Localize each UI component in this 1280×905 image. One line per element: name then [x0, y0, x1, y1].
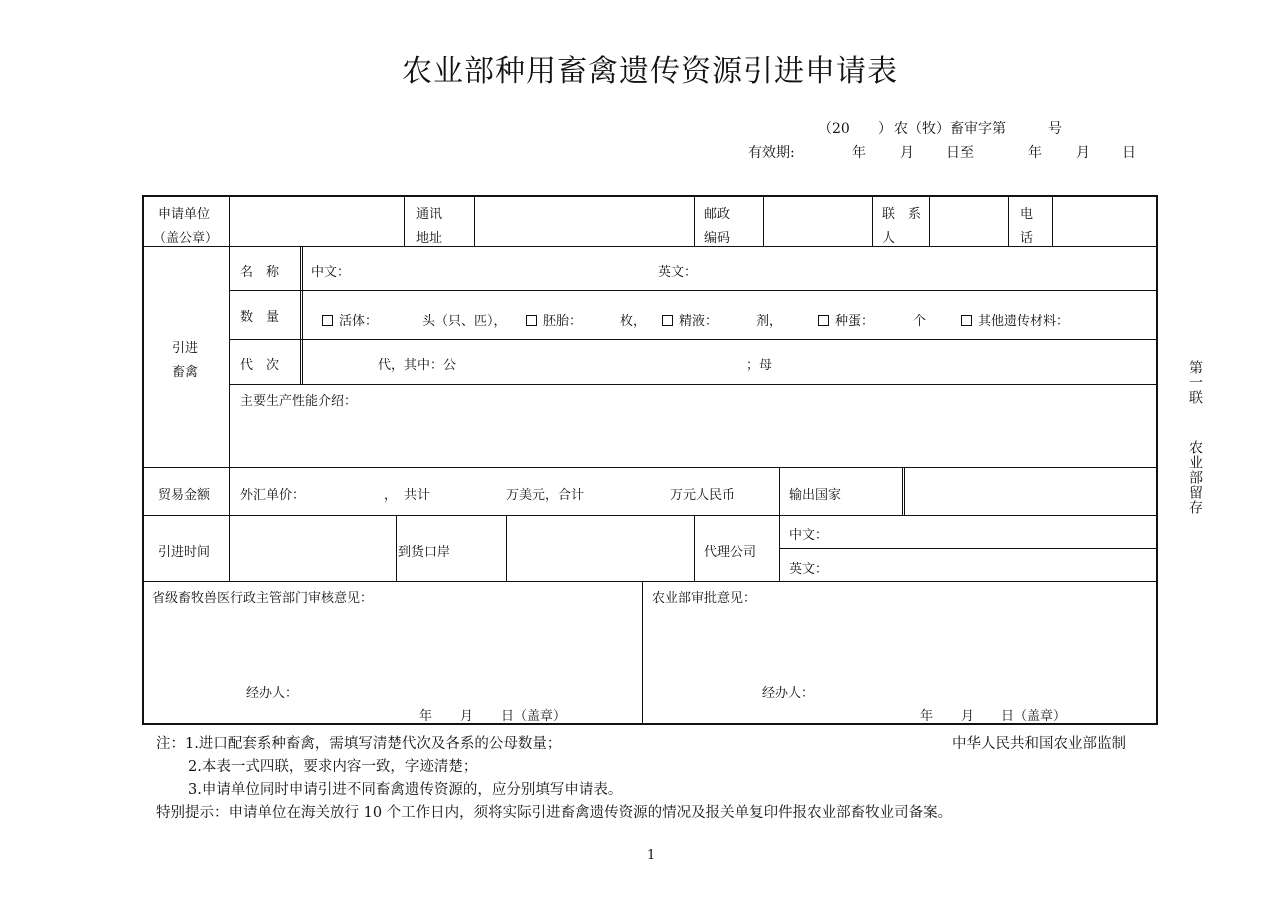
ministry-handler-label: 经办人： [762, 686, 815, 701]
row-divider [143, 515, 1158, 516]
export-country-label: 输出国家 [789, 488, 842, 503]
contact-label-2: 人 [882, 231, 896, 246]
applicant-field[interactable] [231, 198, 403, 245]
phone-label-2: 话 [1020, 231, 1034, 246]
note-1: 注：1.进口配套系种畜禽，需填写清楚代次及各系的公母数量； [156, 736, 562, 752]
col-divider [229, 196, 230, 582]
quantity-label: 数 量 [240, 310, 280, 325]
qty-embryo-unit: 枚， [620, 314, 647, 329]
provincial-opinion-field[interactable] [150, 606, 635, 676]
approval-open: （20 [818, 121, 850, 137]
qty-other-checkbox[interactable] [961, 310, 1069, 329]
col-divider [1052, 196, 1053, 247]
col-divider [396, 516, 397, 582]
agent-en-field[interactable] [830, 551, 1154, 579]
qty-other-label: 其他遗传材料： [978, 314, 1070, 329]
validity-day2: 日 [1122, 145, 1136, 161]
total-label: 共计 [404, 488, 431, 503]
ministry-opinion-label: 农业部审批意见： [652, 591, 757, 606]
qty-live-label: 活体： [339, 314, 379, 329]
provincial-opinion-label: 省级畜牧兽医行政主管部门审核意见： [152, 591, 374, 606]
trade-comma: ， [384, 488, 398, 503]
generation-male-label: 代，其中：公 [378, 358, 457, 373]
name-cn-label: 中文： [311, 265, 351, 280]
postal-label-2: 编码 [704, 231, 731, 246]
approval-text: 农（牧）畜审字第 [894, 121, 1006, 137]
provincial-date-year: 年 [419, 709, 433, 724]
qty-egg-unit: 个 [913, 314, 927, 329]
col-divider [474, 196, 475, 247]
usd-label: 万美元，合计 [506, 488, 585, 503]
col-divider [642, 582, 643, 724]
col-divider [302, 247, 303, 385]
contact-label-1: 联 系 [882, 207, 922, 222]
validity-day-to: 日至 [946, 145, 974, 161]
copy-number-label: 第一联 [1187, 360, 1203, 405]
import-time-label: 引进时间 [158, 545, 211, 560]
special-note: 特别提示：申请单位在海关放行 10 个工作日内，须将实际引进畜禽遗传资源的情况及报关单复印件报农业部畜牧业司备案。 [156, 805, 953, 821]
export-country-field[interactable] [908, 470, 1154, 513]
name-en-label: 英文： [658, 265, 698, 280]
qty-egg-checkbox[interactable] [818, 310, 874, 329]
performance-field[interactable] [234, 410, 1154, 464]
validity-month: 月 [900, 145, 914, 161]
col-divider [1008, 196, 1009, 247]
agent-en-label: 英文： [789, 562, 829, 577]
qty-live-checkbox[interactable] [322, 310, 378, 329]
col-divider [694, 196, 695, 247]
row-divider [230, 384, 1158, 385]
ministry-opinion-field[interactable] [650, 606, 1150, 676]
agent-company-label: 代理公司 [704, 545, 757, 560]
agent-cn-field[interactable] [830, 518, 1154, 546]
col-divider [779, 468, 780, 582]
col-divider [902, 468, 903, 516]
agent-cn-label: 中文： [789, 528, 829, 543]
provincial-handler-label: 经办人： [246, 686, 299, 701]
note-2: 2.本表一式四联，要求内容一致，字迹清楚； [188, 759, 478, 775]
approval-close: ） [878, 121, 892, 137]
phone-field[interactable] [1054, 198, 1156, 245]
qty-embryo-checkbox[interactable] [526, 310, 582, 329]
row-divider [143, 467, 1158, 468]
address-field[interactable] [476, 198, 693, 245]
name-cn-field[interactable] [350, 253, 650, 285]
ministry-date-month: 月 [961, 709, 975, 724]
validity-year2: 年 [1028, 145, 1042, 161]
page-number: 1 [647, 848, 656, 863]
name-label: 名 称 [240, 265, 280, 280]
phone-label-1: 电 [1020, 207, 1034, 222]
import-time-field[interactable] [232, 518, 394, 579]
unit-price-label: 外汇单价： [240, 488, 306, 503]
form-title: 农业部种用畜禽遗传资源引进申请表 [402, 54, 898, 89]
validity-month2: 月 [1076, 145, 1090, 161]
row-divider [143, 581, 1158, 582]
validity-label: 有效期: [748, 145, 795, 161]
col-divider [904, 468, 905, 516]
supervisor-label: 中华人民共和国农业部监制 [952, 736, 1126, 752]
note-3: 3.申请单位同时申请引进不同畜禽遗传资源的，应分别填写申请表。 [188, 782, 623, 798]
qty-semen-label: 精液： [679, 314, 719, 329]
qty-head-unit: 头（只、匹）， [422, 314, 507, 329]
postal-label-1: 邮政 [704, 207, 731, 222]
validity-year: 年 [852, 145, 866, 161]
male-count-field[interactable] [465, 346, 740, 378]
qty-semen-checkbox[interactable] [662, 310, 718, 329]
applicant-seal-label: （盖公章） [153, 231, 219, 246]
address-label-1: 通讯 [416, 207, 443, 222]
ministry-date-day-seal: 日（盖章） [1001, 709, 1067, 724]
rmb-label: 万元人民币 [670, 488, 736, 503]
postal-code-field[interactable] [765, 198, 871, 245]
ministry-date-year: 年 [920, 709, 934, 724]
row-divider [230, 339, 1158, 340]
trade-amount-label: 贸易金额 [158, 488, 211, 503]
approval-hao: 号 [1048, 121, 1062, 137]
arrival-port-label: 到货口岸 [398, 545, 451, 560]
female-count-field[interactable] [780, 346, 1150, 378]
address-label-2: 地址 [416, 231, 443, 246]
provincial-date-day-seal: 日（盖章） [501, 709, 567, 724]
col-divider [763, 196, 764, 247]
performance-label: 主要生产性能介绍： [240, 394, 358, 409]
copy-keeper-label: 农业部留存 [1187, 440, 1203, 515]
arrival-port-field[interactable] [508, 518, 692, 579]
applicant-label: 申请单位 [158, 207, 211, 222]
name-en-field[interactable] [698, 253, 1148, 285]
col-divider [929, 196, 930, 247]
col-divider [300, 247, 301, 385]
generation-label: 代 次 [240, 358, 280, 373]
row-divider [780, 548, 1158, 549]
qty-egg-label: 种蛋： [835, 314, 875, 329]
col-divider [404, 196, 405, 247]
row-divider [143, 246, 1158, 247]
animal-section-label-1: 引进 [172, 341, 199, 356]
row-divider [230, 290, 1158, 291]
col-divider [506, 516, 507, 582]
col-divider [694, 516, 695, 582]
generation-field[interactable] [310, 346, 374, 378]
generation-female-label: ；母 [746, 358, 773, 373]
col-divider [872, 196, 873, 247]
qty-embryo-label: 胚胎： [543, 314, 583, 329]
provincial-date-month: 月 [460, 709, 474, 724]
contact-person-field[interactable] [931, 198, 1007, 245]
animal-section-label-2: 畜禽 [172, 365, 199, 380]
qty-semen-unit: 剂， [756, 314, 783, 329]
